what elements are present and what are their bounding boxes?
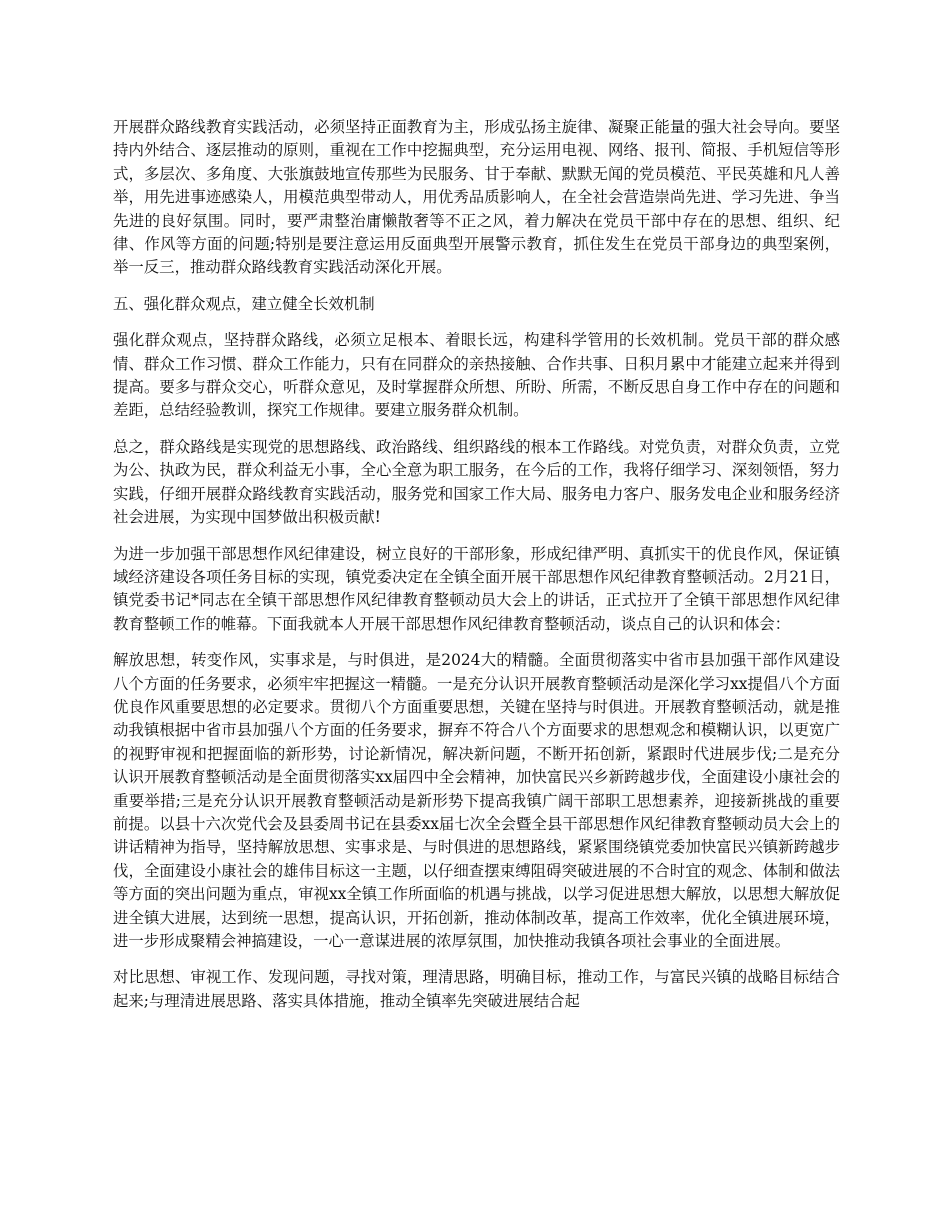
body-paragraph: 为进一步加强干部思想作风纪律建设，树立良好的干部形象，形成纪律严明、真抓实干的优良作风，保证镇域经济建设各项任务目标的实现，镇党委决定在全镇全面开展干部思想作风纪律教育整顿活动。2月21日，镇党委书记*同志在全镇干部思想作风纪律教育整顿动员大会上的讲话，正式拉开了全镇干部思想作风纪律教育整顿工作的帷幕。下面我就本人开展干部思想作风纪律教育整顿活动，谈点自己的认识和体会： [113, 544, 840, 633]
document-page [113, 116, 840, 1026]
body-paragraph: 强化群众观点，坚持群众路线，必须立足根本、着眼长远，构建科学管用的长效机制。党员干部的群众感情、群众工作习惯、群众工作能力，只有在同群众的亲热接触、合作共事、日积月累中才能建立起来并得到提高。要多与群众交心，听群众意见，及时掌握群众所想、所盼、所需，不断反思自身工作中存在的问题和差距，总结经验教训，探究工作规律。要建立服务群众机制。 [113, 331, 840, 420]
body-paragraph: 开展群众路线教育实践活动，必须坚持正面教育为主，形成弘扬主旋律、凝聚正能量的强大社会导向。要坚持内外结合、逐层推动的原则，重视在工作中挖掘典型，充分运用电视、网络、报刊、简报、手机短信等形式，多层次、多角度、大张旗鼓地宣传那些为民服务、甘于奉献、默默无闻的党员模范、平民英雄和凡人善举，用先进事迹感染人，用模范典型带动人，用优秀品质影响人，在全社会营造崇尚先进、学习先进、争当先进的良好氛围。同时，要严肃整治庸懒散奢等不正之风，着力解决在党员干部中存在的思想、组织、纪律、作风等方面的问题;特别是要注意运用反面典型开展警示教育，抓住发生在党员干部身边的典型案例，举一反三，推动群众路线教育实践活动深化开展。 [113, 118, 840, 277]
body-paragraph: 解放思想，转变作风，实事求是，与时俱进，是2024大的精髓。全面贯彻落实中省市县加强干部作风建设八个方面的任务要求，必须牢牢把握这一精髓。一是充分认识开展教育整顿活动是深化学习xx提倡八个方面优良作风重要思想的必定要求。贯彻八个方面重要思想，关键在坚持与时俱进。开展教育整顿活动，就是推动我镇根据中省市县加强八个方面的任务要求，摒弃不符合八个方面要求的思想观念和模糊认识，以更宽广的视野审视和把握面临的新形势，讨论新情况，解决新问题，不断开拓创新，紧跟时代进展步伐;二是充分认识开展教育整顿活动是全面贯彻落实xx届四中全会精神，加快富民兴乡新跨越步伐，全面建设小康社会的重要举措;三是充分认识开展教育整顿活动是新形势下提高我镇广阔干部职工思想素养，迎接新挑战的重要前提。以县十六次党代会及县委周书记在县委xx届七次全会暨全县干部思想作风纪律教育整顿动员大会上的讲话精神为指导，坚持解放思想、实事求是、与时俱进的思想路线，紧紧围绕镇党委加快富民兴镇新跨越步伐，全面建设小康社会的雄伟目标这一主题，以仔细查摆束缚阻碍突破进展的不合时宜的观念、体制和做法等方面的突出问题为重点，审视xx全镇工作所面临的机遇与挑战，以学习促进思想大解放，以思想大解放促进全镇大进展，达到统一思想，提高认识，开拓创新，推动体制改革，提高工作效率，优化全镇进展环境，进一步形成聚精会神搞建设，一心一意谋进展的浓厚氛围，加快推动我镇各项社会事业的全面进展。 [113, 651, 840, 950]
section-heading: 五、强化群众观点，建立健全长效机制 [113, 294, 375, 313]
body-paragraph: 对比思想、审视工作、发现问题，寻找对策，理清思路，明确目标，推动工作，与富民兴镇的战略目标结合起来;与理清进展思路、落实具体措施，推动全镇率先突破进展结合起 [113, 968, 840, 1010]
body-paragraph: 总之，群众路线是实现党的思想路线、政治路线、组织路线的根本工作路线。对党负责，对群众负责，立党为公、执政为民，群众利益无小事，全心全意为职工服务，在今后的工作，我将仔细学习、深刻领悟，努力实践，仔细开展群众路线教育实践活动，服务党和国家工作大局、服务电力客户、服务发电企业和服务经济社会进展，为实现中国梦做出积极贡献! [113, 437, 840, 527]
